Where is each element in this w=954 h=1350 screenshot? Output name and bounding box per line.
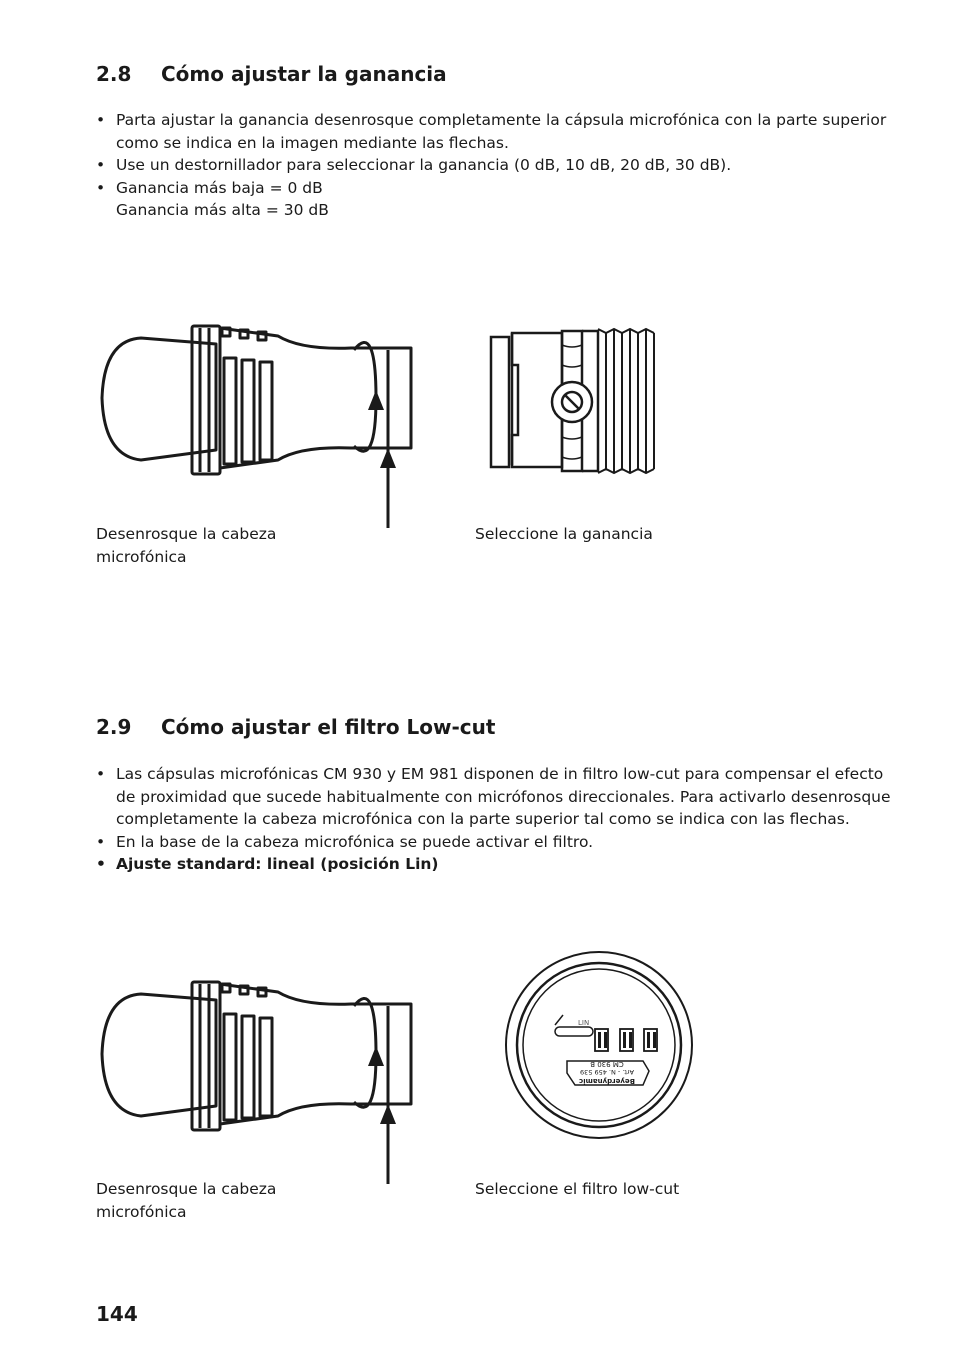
gain-bullet-list: [96, 109, 896, 222]
lin-label: LIN: [578, 1019, 590, 1027]
model-label: CM 930 B: [590, 1060, 624, 1068]
list-item: • Ajuste standard: lineal (posición Lin): [96, 853, 896, 876]
lowcut-bullet-list: [96, 763, 896, 876]
figure-caption-lowcut: Seleccione el filtro low-cut: [475, 1180, 680, 1198]
figure-caption-unscrew: Desenrosque la cabeza microfónica: [96, 1180, 277, 1221]
section-number: 2.9: [96, 715, 132, 739]
mic-head-unscrew-figure-2: [96, 974, 426, 1189]
lowcut-switch-figure: [503, 943, 695, 1148]
gain-selector-figure: [488, 325, 663, 480]
list-item: • Parta ajustar la ganancia desenrosque completamente la cápsula microfónica con la parte superior como se indica en la imagen mediante las flechas.: [96, 109, 896, 154]
gain-min-text: Ganancia más baja = 0 dB: [116, 178, 323, 197]
serial-label: Art. - N. 459 539: [579, 1068, 635, 1076]
section-title: Cómo ajustar la ganancia: [161, 62, 447, 86]
gain-max-text: Ganancia más alta = 30 dB: [116, 201, 329, 219]
list-item: • Use un destornillador para seleccionar la ganancia (0 dB, 10 dB, 20 dB, 30 dB).: [96, 154, 896, 177]
figure-caption-gain: Seleccione la ganancia: [475, 525, 653, 543]
list-item: [96, 177, 896, 222]
section-title: Cómo ajustar el filtro Low-cut: [161, 715, 496, 739]
page-number: 144: [96, 1302, 138, 1326]
mic-head-unscrew-figure-1: [96, 318, 426, 533]
brand-label: Beyerdynamic: [579, 1077, 635, 1085]
list-item: • Las cápsulas microfónicas CM 930 y EM 981 disponen de in filtro low-cut para compensar el efecto de proximidad que sucede habitualmente con micrófonos direccionales. Para activarlo desenrosque completamente la cabeza microfónica con la parte superior tal como se indica con las flechas.: [96, 763, 896, 831]
section-heading-gain: [96, 62, 447, 86]
section-heading-lowcut: [96, 715, 495, 739]
figure-caption-unscrew: Desenrosque la cabeza microfónica: [96, 525, 277, 566]
section-number: 2.8: [96, 62, 132, 86]
list-item: • En la base de la cabeza microfónica se puede activar el filtro.: [96, 831, 896, 854]
